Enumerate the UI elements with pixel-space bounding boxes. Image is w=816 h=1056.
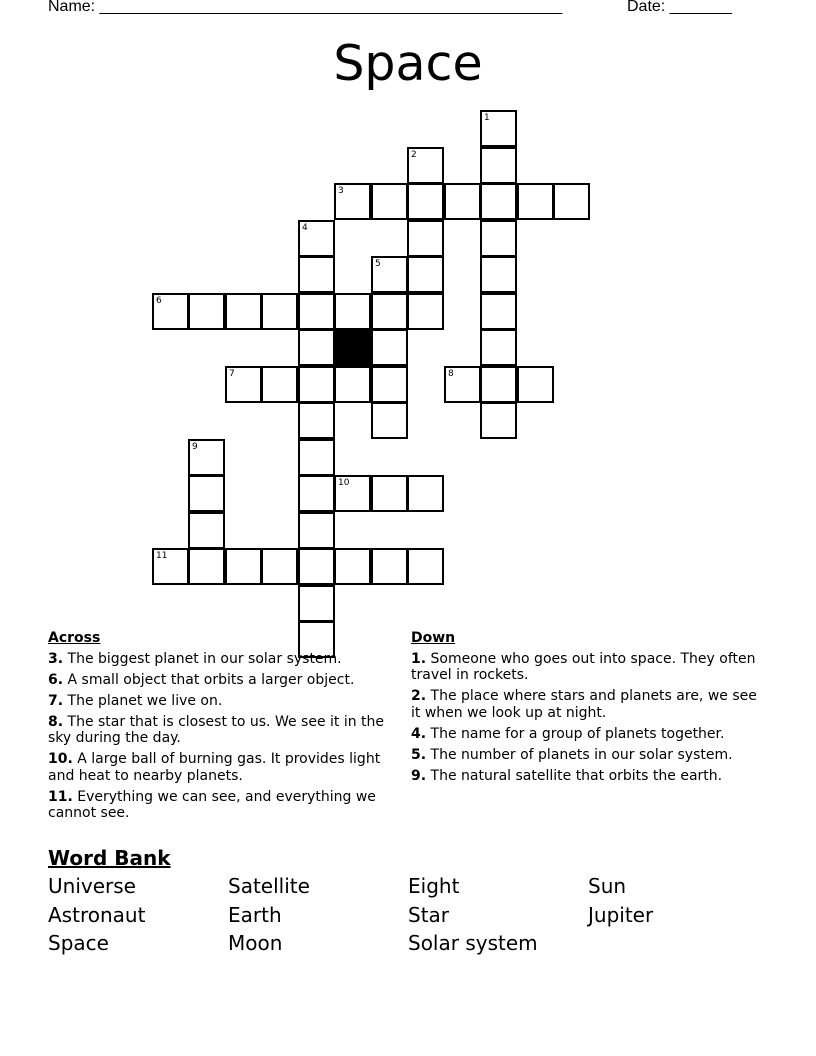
clue-down-4: 4. The name for a group of planets together. xyxy=(411,725,725,742)
crossword-cell[interactable] xyxy=(371,329,408,366)
word-bank-word: Earth xyxy=(228,903,282,927)
crossword-cell[interactable] xyxy=(517,366,554,403)
clue-number: 7 xyxy=(229,369,235,379)
crossword-cell[interactable] xyxy=(407,183,444,220)
word-bank-word: Satellite xyxy=(228,874,310,898)
down-clues xyxy=(411,630,761,789)
clue-down-9: 9. The natural satellite that orbits the earth. xyxy=(411,767,723,784)
crossword-cell[interactable] xyxy=(261,293,298,330)
clue-down-2: 2. The place where stars and planets are, we see it when we look up at night. xyxy=(411,688,757,721)
clue-down-1: 1. Someone who goes out into space. They often travel in rockets. xyxy=(411,650,756,683)
crossword-cell[interactable] xyxy=(480,183,517,220)
clue-number: 11 xyxy=(156,551,168,561)
clue-number: 4 xyxy=(302,223,308,233)
clue-number: 5 xyxy=(375,259,381,269)
crossword-cell[interactable] xyxy=(225,366,262,403)
crossword-cell[interactable] xyxy=(480,366,517,403)
crossword-cell[interactable] xyxy=(188,439,225,476)
crossword-cell[interactable] xyxy=(188,512,225,549)
date-field[interactable]: Date: _______ xyxy=(627,0,732,15)
crossword-cell[interactable] xyxy=(298,293,335,330)
crossword-cell[interactable] xyxy=(298,439,335,476)
crossword-cell[interactable] xyxy=(298,512,335,549)
crossword-cell[interactable] xyxy=(298,329,335,366)
crossword-cell[interactable] xyxy=(298,366,335,403)
crossword-cell[interactable] xyxy=(188,475,225,512)
crossword-cell[interactable] xyxy=(225,293,262,330)
across-clues xyxy=(48,630,398,826)
crossword-cell[interactable] xyxy=(444,183,481,220)
clue-number: 6 xyxy=(156,296,162,306)
word-bank-word: Jupiter xyxy=(588,903,654,927)
crossword-cell[interactable] xyxy=(371,366,408,403)
word-bank-word: Sun xyxy=(588,874,627,898)
crossword-cell[interactable] xyxy=(261,548,298,585)
crossword-cell[interactable] xyxy=(480,220,517,257)
word-bank-word: Solar system xyxy=(408,931,538,955)
crossword-cell[interactable] xyxy=(334,366,371,403)
crossword-cell[interactable] xyxy=(334,293,371,330)
clue-across-6: 6. A small object that orbits a larger object. xyxy=(48,671,355,688)
clue-number: 8 xyxy=(448,369,454,379)
crossword-cell[interactable] xyxy=(188,548,225,585)
crossword-cell[interactable] xyxy=(407,293,444,330)
clue-number: 1 xyxy=(484,113,490,123)
crossword-cell[interactable] xyxy=(298,585,335,622)
down-heading: Down xyxy=(411,630,456,646)
word-bank-word: Eight xyxy=(408,874,460,898)
crossword-cell[interactable] xyxy=(298,475,335,512)
clue-across-3: 3. The biggest planet in our solar system. xyxy=(48,650,342,667)
crossword-cell[interactable] xyxy=(152,293,189,330)
crossword-cell[interactable] xyxy=(480,256,517,293)
clue-number: 10 xyxy=(338,478,350,488)
crossword-cell[interactable] xyxy=(480,110,517,147)
crossword-cell[interactable] xyxy=(553,183,590,220)
crossword-cell[interactable] xyxy=(480,402,517,439)
crossword-cell[interactable] xyxy=(225,548,262,585)
crossword-cell[interactable] xyxy=(371,293,408,330)
word-bank-word: Universe xyxy=(48,874,136,898)
crossword-cell[interactable] xyxy=(371,402,408,439)
word-bank-word: Astronaut xyxy=(48,903,146,927)
page-title: Space xyxy=(333,35,483,92)
clue-across-11: 11. Everything we can see, and everything we cannot see. xyxy=(48,788,376,821)
crossword-cell[interactable] xyxy=(261,366,298,403)
crossword-cell[interactable] xyxy=(371,256,408,293)
crossword-cell[interactable] xyxy=(371,183,408,220)
crossword-cell[interactable] xyxy=(407,548,444,585)
crossword-cell[interactable] xyxy=(298,548,335,585)
crossword-cell[interactable] xyxy=(407,147,444,184)
crossword-cell[interactable] xyxy=(371,548,408,585)
word-bank-word: Moon xyxy=(228,931,283,955)
crossword-cell[interactable] xyxy=(480,147,517,184)
crossword-cell[interactable] xyxy=(334,183,371,220)
clue-down-5: 5. The number of planets in our solar system. xyxy=(411,746,733,763)
crossword-cell[interactable] xyxy=(480,293,517,330)
crossword-cell[interactable] xyxy=(407,256,444,293)
word-bank-word: Space xyxy=(48,931,109,955)
crossword-cell[interactable] xyxy=(517,183,554,220)
across-heading: Across xyxy=(48,630,101,646)
crossword-black-cell xyxy=(334,329,371,366)
clue-across-10: 10. A large ball of burning gas. It provides light and heat to nearby planets. xyxy=(48,751,381,784)
crossword-cell[interactable] xyxy=(407,220,444,257)
clue-number: 9 xyxy=(192,442,198,452)
crossword-cell[interactable] xyxy=(334,475,371,512)
clue-across-7: 7. The planet we live on. xyxy=(48,692,223,709)
crossword-cell[interactable] xyxy=(298,402,335,439)
crossword-cell[interactable] xyxy=(334,548,371,585)
crossword-cell[interactable] xyxy=(407,475,444,512)
crossword-cell[interactable] xyxy=(298,256,335,293)
crossword-cell[interactable] xyxy=(188,293,225,330)
clue-across-8: 8. The star that is closest to us. We see it in the sky during the day. xyxy=(48,713,385,746)
clue-number: 3 xyxy=(338,186,344,196)
crossword-cell[interactable] xyxy=(152,548,189,585)
crossword-cell[interactable] xyxy=(371,475,408,512)
word-bank-word: Star xyxy=(408,903,450,927)
crossword-cell[interactable] xyxy=(444,366,481,403)
name-field[interactable]: Name: ____________________________________________________ xyxy=(48,0,563,15)
crossword-cell[interactable] xyxy=(298,220,335,257)
clue-number: 2 xyxy=(411,150,417,160)
crossword-cell[interactable] xyxy=(480,329,517,366)
word-bank-title: Word Bank xyxy=(48,846,171,870)
